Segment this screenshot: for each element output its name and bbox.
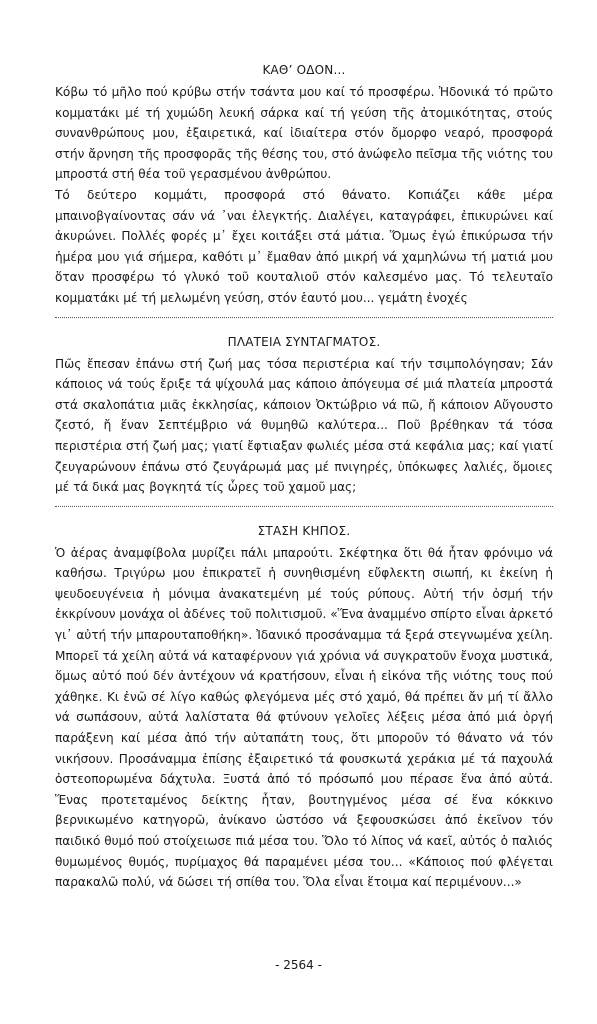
- section-stasi-kipos: [55, 523, 553, 893]
- page-number: - 2564 -: [275, 958, 322, 972]
- section-title: ΣΤΑΣΗ ΚΗΠΟΣ.: [257, 523, 351, 538]
- page-body: [55, 62, 553, 893]
- paragraph: Πῶς ἔπεσαν ἐπάνω στή ζωή μας τόσα περιστέρια καί τήν τσιμπολόγησαν; Σάν κάποιος νά τούς ἔριξε τά ψίχουλά μας κάποιο ἀπόγευμα σέ μιά πλατεία μπροστά στά σκαλοπάτια μιᾶς ἐκκλησίας, κάποιον Ὀκτώβριο νά πῶ, ἤ κάποιον Αὔγουστο ζεστό, ἤ ἕναν Σεπτέμβριο νά θυμηθῶ καλύτερα... Ποῦ βρέθηκαν τά τόσα περιστέρια στή ζωή μας; γιατί ἔφτιαξαν φωλιές μέσα στά κεφάλια μας; καί γιατί ζευγαρώνουν ἐπάνω στό ζευγάρωμά μας μέ πνιγηρές, ὑπόκωφες λαλιές, ὅμοιες μέ τά δικά μας βογκητά τίς ὧρες τοῦ χαμοῦ μας;: [55, 356, 553, 495]
- paragraph: Τό δεύτερο κομμάτι, προσφορά στό θάνατο. Κοπιάζει κάθε μέρα μπαινοβγαίνοντας σάν νά ᾽ναι ἐλεγκτής. Διαλέγει, καταγράφει, ἐπικυρώνει καί ἀκυρώνει. Πολλές φορές μ᾽ ἔχει κοιτάξει στά μάτια. Ὅμως ἐγώ ἐπικύρωσα τήν ἡμέρα μου γιά σήμερα, καθότι μ᾽ ἔμαθαν ἀπό μικρή νά χαμηλώνω τή ματιά μου ὅταν προσφέρω τό γλυκό τοῦ κουταλιοῦ στόν καλεσμένο μας. Τό τελευταῖο κομματάκι μέ τή μελωμένη γεύση, στόν ἑαυτό μου... γεμάτη ἐνοχές: [55, 187, 553, 305]
- section-title: ΠΛΑΤΕΙΑ ΣΥΝΤΑΓΜΑΤΟΣ.: [227, 334, 381, 349]
- paragraph: Κόβω τό μῆλο πού κρύβω στήν τσάντα μου καί τό προσφέρω. Ἠδονικά τό πρῶτο κομματάκι μέ τή χυμώδη λευκή σάρκα καί τή γεύση τῆς ἀτομικότητας, στούς συνανθρώπους μου, ἐξαιρετικά, καί ἰδιαίτερα στόν ὄμορφο νεαρό, προσφορά στήν ἄρνηση τῆς προσφορᾶς τῆς θέσης του, στό ἀνώφελο πεῖσμα τῆς νιότης του μπροστά στή θέα τοῦ γερασμένου ἀνθρώπου.: [55, 85, 553, 182]
- section-kath-odon: [55, 62, 553, 309]
- section-plateia-syntagmatos: [55, 334, 553, 498]
- dotted-divider: [55, 317, 553, 318]
- section-title: ΚΑΘ’ ΟΔΟΝ...: [262, 63, 346, 77]
- paragraph: Ὁ ἀέρας ἀναμφίβολα μυρίζει πάλι μπαρούτι. Σκέφτηκα ὅτι θά ἦταν φρόνιμο νά καθήσω. Τριγύρω μου ἐπικρατεῖ ἡ συνηθισμένη εὔφλεκτη σιωπή, κι ἐκείνη ἡ ψευδοευγένεια ἡ μόνιμα ἀνακατεμένη μέ τούς ρύπους. Αὐτή τήν ὀσμή τήν ἐκκρίνουν μονάχα οἱ ἀδένες τοῦ πολιτισμοῦ. «Ἕνα ἀναμμένο σπίρτο εἶναι ἀρκετό γι᾽ αὐτή τήν μπαρουταποθήκη». Ἰδανικό προσάναμμα τά ξερά στεγνωμένα χείλη. Μπορεῖ τά χείλη αὐτά νά καταφέρνουν γιά χρόνια νά συγκρατοῦν ἔνοχα μυστικά, ὅμως αὐτό πού δέν ἀντέχουν νά κρατήσουν, εἶναι ἡ εἰκόνα τῆς νιότης τους πού χάθηκε. Κι ἐνῶ σέ λίγο καθώς φλεγόμενα μές στό χαμό, θά πρέπει ἄν μή τί ἄλλο νά σωπάσουν, αὐτά λαλίστατα θά φτύνουν γελοῖες λέξεις μέσα ἀπό μιά ὀργή παράξενη καί μέσα ἀπό τήν αὐταπάτη τους, ὅτι μποροῦν τό θάνατο νά τόν νικήσουν. Προσάναμμα ἐπίσης ἐξαιρετικό τά φουσκωτά χεράκια μέ τά παχουλά ὀστεοπορωμένα δάχτυλα. Ξυστά ἀπό τό πρόσωπό μου πέρασε ἕνα ἀπό αὐτά. Ἕνας προτεταμένος δείκτης ἦταν, βουτηγμένος μέσα σέ ἕνα κόκκινο βερνικωμένο κατηγορῶ, ἀνίκανο ὡστόσο νά ξεφουσκώσει ἀπό ἐκεῖνον τόν παιδικό θυμό πού στοίχειωσε πιά μέσα του. Ὅλο τό λίπος νά καεῖ, αὐτός ὁ παλιός θυμωμένος θυμός, πυρίμαχος θά παραμένει μέσα του... «Κάποιος πού φλέγεται παρακαλῶ πολύ, νά δώσει τή σπίθα του. Ὅλα εἶναι ἕτοιμα καί περιμένουν...»: [55, 545, 553, 890]
- dotted-divider: [55, 506, 553, 507]
